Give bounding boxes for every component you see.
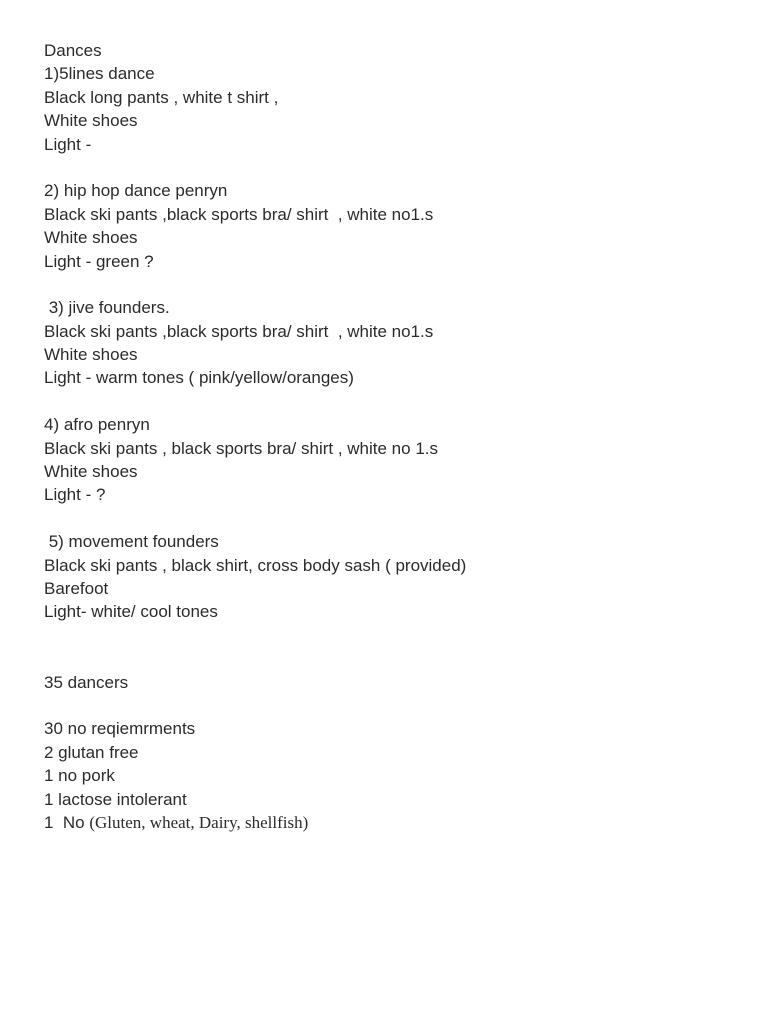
dance-heading: 1)5lines dance — [44, 64, 155, 84]
dance-costume-line: Black ski pants , black shirt, cross body sash ( provided) — [44, 555, 467, 575]
spacer — [44, 507, 744, 530]
dance-light-line: Light- white/ cool tones — [44, 602, 218, 622]
notes-document — [44, 39, 744, 834]
dance-light-line: Light - green ? — [44, 251, 154, 271]
dietary-item-detail: (Gluten, wheat, Dairy, shellfish) — [89, 812, 309, 832]
document-title: Dances — [44, 41, 102, 60]
dance-heading: 5) movement founders — [44, 532, 219, 552]
dance-light-line: Light - — [44, 134, 92, 154]
dance-entry-2 — [44, 179, 744, 273]
spacer — [44, 156, 744, 179]
spacer — [44, 647, 744, 670]
dance-entry-1 — [44, 62, 744, 156]
dance-entry-5 — [44, 530, 744, 624]
spacer — [44, 624, 744, 647]
dietary-item: 30 no reqiemrments — [44, 719, 196, 739]
dance-costume-line: Black ski pants ,black sports bra/ shirt , white no1.s — [44, 321, 434, 341]
dietary-item: 1 lactose intolerant — [44, 789, 187, 809]
dance-light-line: Light - ? — [44, 485, 106, 505]
dance-shoes-line: White shoes — [44, 345, 138, 365]
dietary-list — [44, 717, 744, 834]
dance-entry-4 — [44, 413, 744, 507]
dance-shoes-line: Barefoot — [44, 578, 109, 598]
dietary-item: 1 no pork — [44, 766, 115, 786]
dance-heading: 2) hip hop dance penryn — [44, 181, 228, 201]
dance-entry-3 — [44, 296, 744, 390]
dancer-count: 35 dancers — [44, 672, 129, 692]
dance-shoes-line: White shoes — [44, 111, 138, 131]
spacer — [44, 273, 744, 296]
dance-costume-line: Black long pants , white t shirt , — [44, 87, 279, 107]
dance-light-line: Light - warm tones ( pink/yellow/oranges) — [44, 368, 354, 388]
dance-costume-line: Black ski pants , black sports bra/ shirt , white no 1.s — [44, 438, 438, 458]
dietary-item-prefix: 1 No — [44, 812, 90, 832]
dance-heading: 4) afro penryn — [44, 415, 150, 435]
spacer — [44, 694, 744, 717]
dance-costume-line: Black ski pants ,black sports bra/ shirt , white no1.s — [44, 204, 434, 224]
dietary-item-last — [44, 811, 744, 834]
spacer — [44, 390, 744, 413]
dietary-item: 2 glutan free — [44, 742, 139, 762]
dance-shoes-line: White shoes — [44, 462, 138, 482]
dance-heading: 3) jive founders. — [44, 298, 170, 318]
dance-shoes-line: White shoes — [44, 228, 138, 248]
